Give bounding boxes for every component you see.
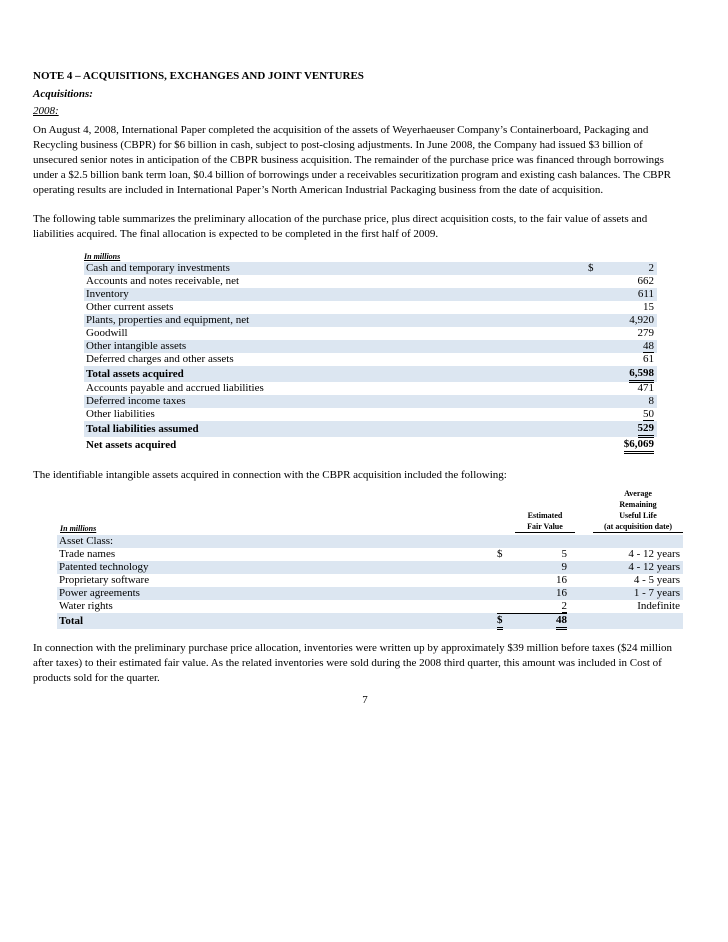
row-label: Cash and temporary investments: [86, 262, 230, 274]
header-fair-value: [515, 510, 575, 533]
table-header-units: In millions: [60, 524, 97, 533]
row-value: 8: [648, 395, 654, 407]
row-label: Water rights: [59, 600, 113, 612]
currency-symbol: $: [588, 262, 594, 274]
table-row: [57, 600, 683, 613]
header-useful-life: [593, 488, 683, 533]
row-label: Proprietary software: [59, 574, 150, 586]
table-row: [84, 366, 657, 382]
table-header-units: In millions: [84, 252, 121, 261]
row-label: Total liabilities assumed: [86, 423, 199, 435]
total-value: 48: [556, 613, 567, 630]
table-header: [57, 489, 683, 535]
total-row: [57, 613, 683, 629]
row-label: Deferred charges and other assets: [86, 353, 234, 365]
table-row: [84, 421, 657, 437]
table-row: [84, 408, 657, 421]
row-label: Other liabilities: [86, 408, 155, 420]
header-fair-value-line: Fair Value: [527, 522, 563, 531]
table-row: [57, 587, 683, 600]
row-useful-life: 1 - 7 years: [633, 587, 680, 599]
paragraph-intangibles-intro: The identifiable intangible assets acquired in connection with the CBPR acquisition included the following:: [33, 469, 507, 481]
table-row: [57, 574, 683, 587]
table-row: [57, 548, 683, 561]
table-row: [84, 288, 657, 301]
year-heading: 2008:: [33, 105, 59, 117]
table-row: [57, 561, 683, 574]
paragraph-allocation-intro: The following table summarizes the preliminary allocation of the purchase price, plus direct acquisition costs, to the fair value of assets and liabilities acquired. The final allocation is expected to be completed in the first half of 2009.: [33, 213, 648, 240]
page-number: 7: [362, 694, 368, 706]
row-fair-value: 9: [561, 561, 567, 573]
row-label: Accounts payable and accrued liabilities: [86, 382, 264, 394]
row-value: $6,069: [624, 437, 654, 454]
header-useful-life-line: Average: [624, 489, 652, 498]
row-useful-life: 4 - 12 years: [628, 561, 680, 573]
row-fair-value: 16: [556, 574, 567, 586]
paragraph-inventory-writeup: In connection with the preliminary purchase price allocation, inventories were written up by approximately $39 million before taxes ($24 million after taxes) to their estimated fair value. As the related inventories were sold during the 2008 third quarter, this amount was included in Cost of products sold for the quarter.: [33, 642, 673, 684]
currency-symbol: $: [497, 548, 503, 560]
table-row: [84, 327, 657, 340]
header-useful-life-line: Useful Life: [619, 511, 657, 520]
header-useful-life-line: (at acquisition date): [604, 522, 672, 531]
row-value: 529: [638, 421, 655, 438]
row-label: Power agreements: [59, 587, 140, 599]
row-value: 61: [643, 353, 654, 365]
table-row: [84, 353, 657, 366]
row-value: 4,920: [629, 314, 654, 326]
row-useful-life: 4 - 5 years: [633, 574, 680, 586]
row-fair-value: 2: [561, 600, 567, 612]
row-label: Other intangible assets: [86, 340, 187, 352]
row-value: 471: [637, 382, 654, 394]
row-value: 662: [637, 275, 654, 287]
row-fair-value: 5: [561, 548, 567, 560]
row-value: 611: [637, 288, 654, 300]
table-row: [84, 301, 657, 314]
row-value: 279: [637, 327, 654, 339]
row-fair-value: 16: [556, 587, 567, 599]
table-row: [84, 275, 657, 288]
row-label: Trade names: [59, 548, 116, 560]
row-value: 6,598: [629, 366, 654, 383]
note-title: NOTE 4 – ACQUISITIONS, EXCHANGES AND JOINT VENTURES: [33, 70, 364, 82]
row-useful-life: Indefinite: [637, 600, 680, 612]
row-value: 15: [643, 301, 654, 313]
row-label: Net assets acquired: [86, 439, 177, 451]
row-useful-life: 4 - 12 years: [628, 548, 680, 560]
header-useful-life-line: Remaining: [619, 500, 657, 509]
table-row: [84, 382, 657, 395]
table-row: [84, 314, 657, 327]
currency-symbol: $: [497, 613, 503, 630]
paragraph-acquisition-summary: On August 4, 2008, International Paper completed the acquisition of the assets of Weyerhaeuser Company’s Containerboard, Packaging and Recycling business (CBPR) for $6 billion in cash, subject to post-closing adjustments. In June 2008, the Company had issued $3 billion of unsecured senior notes in anticipation of the CBPR business acquisition. The remainder of the purchase price was financed through borrowings under a $2.5 billion bank term loan, $0.4 billion of borrowings under a receivables securitization program and existing cash balances. The CBPR operating results are included in International Paper’s North American Industrial Packaging business from the date of acquisition.: [33, 124, 671, 196]
table-row: [84, 395, 657, 408]
asset-class-label: Asset Class:: [59, 535, 114, 547]
table-row: [84, 340, 657, 353]
table-row: [84, 437, 657, 453]
row-value: 48: [643, 340, 654, 352]
purchase-price-allocation-table: [84, 251, 657, 453]
row-label: Total assets acquired: [86, 368, 184, 380]
intangible-assets-table: [57, 489, 683, 629]
asset-class-row: [57, 535, 683, 548]
row-label: Accounts and notes receivable, net: [86, 275, 240, 287]
row-label: Patented technology: [59, 561, 149, 573]
total-label: Total: [59, 615, 84, 627]
row-label: Inventory: [86, 288, 129, 300]
table-row: [84, 262, 657, 275]
row-label: Plants, properties and equipment, net: [86, 314, 250, 326]
row-label: Deferred income taxes: [86, 395, 186, 407]
header-fair-value-line: Estimated: [527, 511, 563, 520]
section-subheading: Acquisitions:: [33, 88, 93, 100]
row-value: 50: [643, 408, 654, 420]
row-label: Goodwill: [86, 327, 128, 339]
row-value: 2: [648, 262, 654, 274]
row-label: Other current assets: [86, 301, 174, 313]
